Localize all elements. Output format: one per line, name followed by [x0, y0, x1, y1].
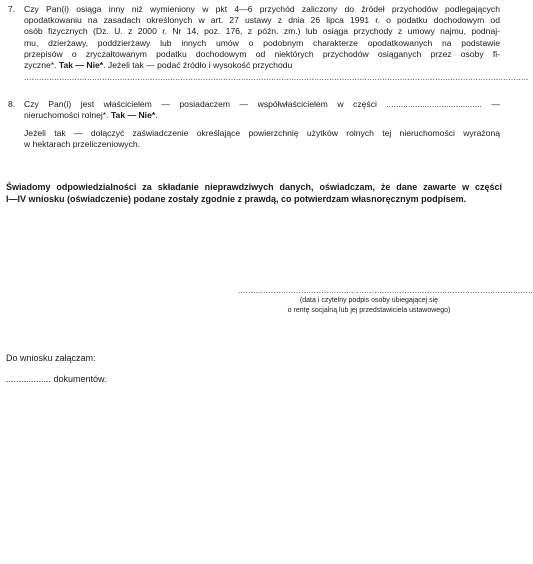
- question-7-number: 7.: [8, 4, 16, 14]
- question-7: [8, 4, 500, 71]
- question-8-line-2: [24, 110, 500, 121]
- question-7-line-4: mu, dzierżawy, poddzierżawy lub innych umów o podobnym charakterze opodatkowanych na podstawie: [24, 37, 500, 48]
- attachments-count-field[interactable]: ..................: [6, 374, 52, 384]
- question-7-line-2: opodatkowaniu na zasadach określonych w art. 27 ustawy z dnia 26 lipca 1991 r. o podatku dochodowym od: [24, 15, 500, 26]
- signature-caption-line-2: o rentę socjalną lub jej przedstawiciela ustawowego): [287, 306, 451, 314]
- declaration-line-1: Świadomy odpowiedzialności za składanie nieprawdziwych danych, oświadczam, że dane zawarte w części: [6, 182, 502, 192]
- question-7-line-6-start: zyczne*.: [24, 60, 59, 71]
- question-7-line-5: przepisów o zryczałtowanym podatku dochodowym od niektórych przychodów osiąganych przez osoby fi-: [24, 48, 500, 59]
- question-7-line-1: Czy Pan(i) osiąga inny niż wymieniony w pkt 4—6 przychód zaliczony do źródeł przychodów podlegających: [24, 4, 500, 14]
- question-8-number: 8.: [8, 99, 16, 109]
- question-8-line-2-end: .: [155, 110, 158, 121]
- question-7-answer-line[interactable]: ........................................................................................................................................................................................................: [24, 73, 529, 82]
- declaration-statement: [6, 181, 502, 205]
- question-7-line-3: osób fizycznych (Dz. U. z 2000 r. Nr 14, poz. 176, z późn. zm.) lub osiąga przychody z umowy najmu, podnaj-: [24, 26, 500, 37]
- question-7-line-6-end: . Jeżeli tak — podać źródło i wysokość przychodu: [103, 60, 293, 71]
- question-7-line-6: [24, 60, 500, 71]
- attachments-count: [6, 373, 107, 385]
- signature-caption: [238, 296, 500, 315]
- question-8-line-1: Czy Pan(i) jest właścicielem — posiadaczem — współwłaścicielem w części ........................................ —: [24, 99, 500, 109]
- attachments-label: Do wniosku załączam:: [6, 353, 96, 363]
- signature-caption-line-1: (data i czytelny podpis osoby ubiegającej się: [299, 297, 439, 304]
- yes-no-option-7: Tak — Nie*: [58, 60, 104, 71]
- yes-no-option-8: Tak — Nie*: [110, 110, 156, 121]
- question-8-line-2-start: nieruchomości rolnej*.: [24, 110, 111, 121]
- question-8: [8, 99, 500, 121]
- question-8-note: [24, 128, 500, 150]
- question-8-note-line-2: w hektarach przeliczeniowych.: [24, 139, 141, 150]
- attachments-count-suffix: dokumentów.: [51, 374, 107, 384]
- question-8-note-line-1: Jeżeli tak — dołączyć zaświadczenie określające powierzchnię użytków rolnych tej nieruchomości wyrażoną: [24, 128, 500, 138]
- signature-line[interactable]: .....................................................................................................................: [238, 286, 533, 295]
- declaration-line-2: I—IV wniosku (oświadczenie) podane zostały zgodnie z prawdą, co potwierdzam własnoręcznym podpisem.: [6, 194, 467, 204]
